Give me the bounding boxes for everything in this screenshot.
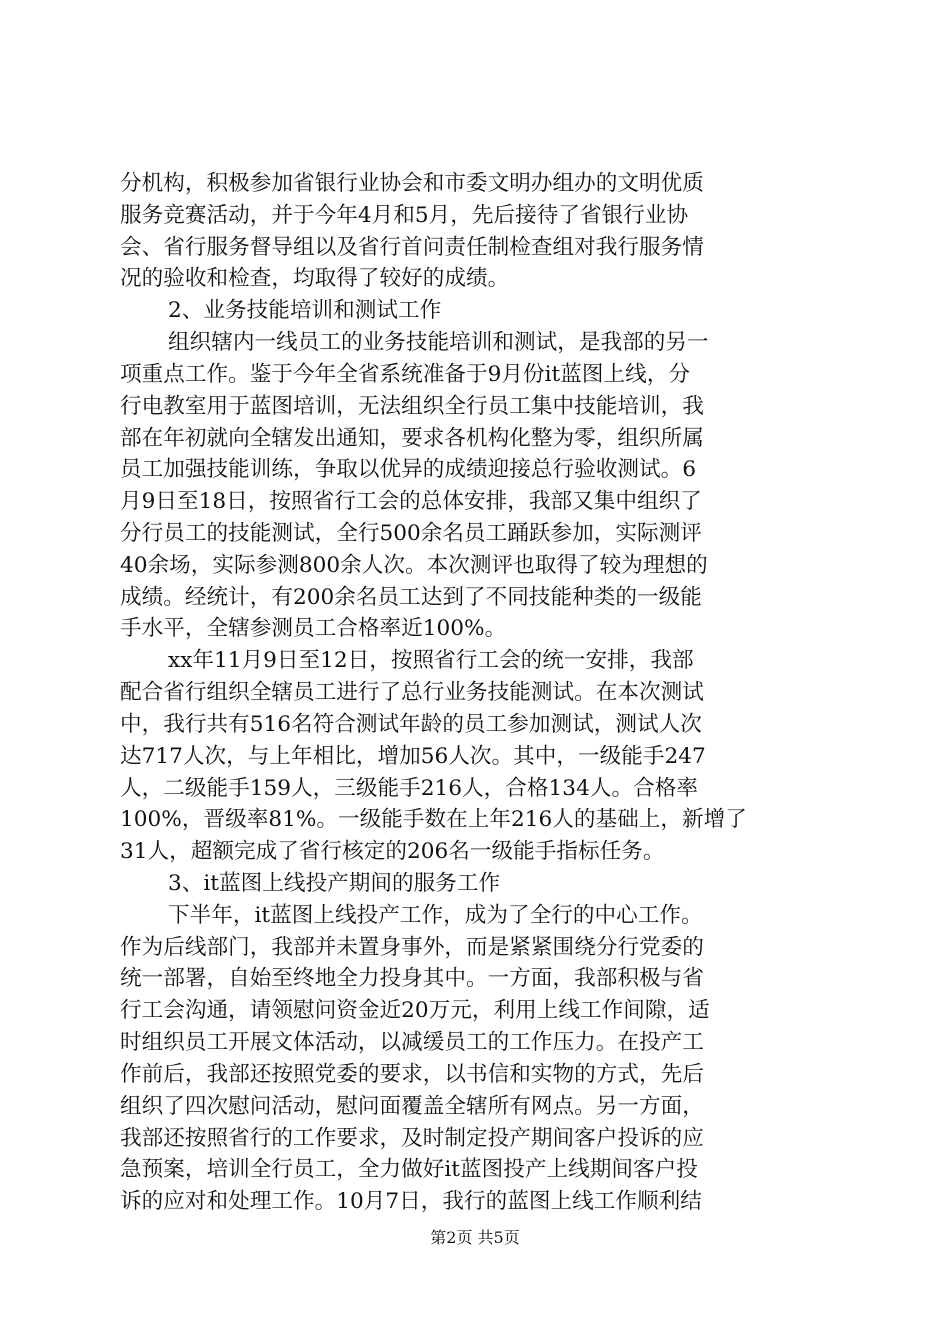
text-line: 100%，晋级率81%。一级能手数在上年216人的基础上，新增了 — [120, 807, 747, 833]
text-line: 服务竞赛活动，并于今年4月和5月，先后接待了省银行业协 — [120, 202, 689, 228]
text-line: 31人，超额完成了省行核定的206名一级能手指标任务。 — [120, 839, 665, 865]
text-line: 成绩。经统计，有200余名员工达到了不同技能种类的一级能 — [120, 584, 702, 610]
text-line: 部在年初就向全辖发出通知，要求各机构化整为零，组织所属 — [120, 425, 704, 451]
text-line: 中，我行共有516名符合测试年龄的员工参加测试，测试人次 — [120, 711, 702, 737]
text-line: 作前后，我部还按照党委的要求，以书信和实物的方式，先后 — [120, 1061, 704, 1087]
text-line: 下半年，it蓝图上线投产工作，成为了全行的中心工作。 — [168, 902, 703, 928]
text-line: 配合省行组织全辖员工进行了总行业务技能测试。在本次测试 — [120, 680, 704, 706]
section-heading: 2、业务技能培训和测试工作 — [168, 298, 442, 324]
text-line: 达717人次，与上年相比，增加56人次。其中，一级能手247 — [120, 743, 706, 769]
text-line: 行电教室用于蓝图培训，无法组织全行员工集中技能培训，我 — [120, 393, 704, 419]
text-line: 人，二级能手159人，三级能手216人，合格134人。合格率 — [120, 775, 698, 801]
text-line: 时组织员工开展文体活动，以减缓员工的工作压力。在投产工 — [120, 1030, 704, 1056]
text-line: 组织辖内一线员工的业务技能培训和测试，是我部的另一 — [168, 330, 709, 356]
text-line: 分行员工的技能测试，全行500余名员工踊跃参加，实际测评 — [120, 521, 702, 546]
text-line: 手水平，全辖参测员工合格率近100%。 — [120, 616, 507, 642]
text-line: 况的验收和检查，均取得了较好的成绩。 — [120, 266, 510, 292]
text-line: xx年11月9日至12日，按照省行工会的统一安排，我部 — [168, 648, 694, 674]
text-line: 我部还按照省行的工作要求，及时制定投产期间客户投诉的应 — [120, 1125, 704, 1151]
text-line: 作为后线部门，我部并未置身事外，而是紧紧围绕分行党委的 — [120, 934, 704, 960]
section-heading: 3、it蓝图上线投产期间的服务工作 — [168, 871, 501, 896]
text-line: 诉的应对和处理工作。10月7日，我行的蓝图上线工作顺利结 — [120, 1189, 702, 1215]
text-line: 月9日至18日，按照省行工会的总体安排，我部又集中组织了 — [120, 489, 702, 515]
text-line: 项重点工作。鉴于今年全省系统准备于9月份it蓝图上线，分 — [120, 361, 690, 387]
text-line: 会、省行服务督导组以及省行首问责任制检查组对我行服务情 — [120, 234, 704, 260]
text-line: 员工加强技能训练，争取以优异的成绩迎接总行验收测试。6 — [120, 457, 697, 483]
text-line: 组织了四次慰问活动，慰问面覆盖全辖所有网点。另一方面， — [120, 1093, 704, 1119]
text-line: 急预案，培训全行员工，全力做好it蓝图投产上线期间客户投 — [120, 1157, 698, 1183]
text-line: 分机构，积极参加省银行业协会和市委文明办组办的文明优质 — [120, 171, 704, 196]
text-line: 统一部署，自始至终地全力投身其中。一方面，我部积极与省 — [120, 966, 704, 992]
page-number-footer: 第2页 共5页 — [430, 1228, 520, 1247]
text-line: 40余场，实际参测800余人次。本次测评也取得了较为理想的 — [120, 552, 708, 578]
text-line: 行工会沟通，请领慰问资金近20万元，利用上线工作间隙，适 — [120, 998, 710, 1024]
